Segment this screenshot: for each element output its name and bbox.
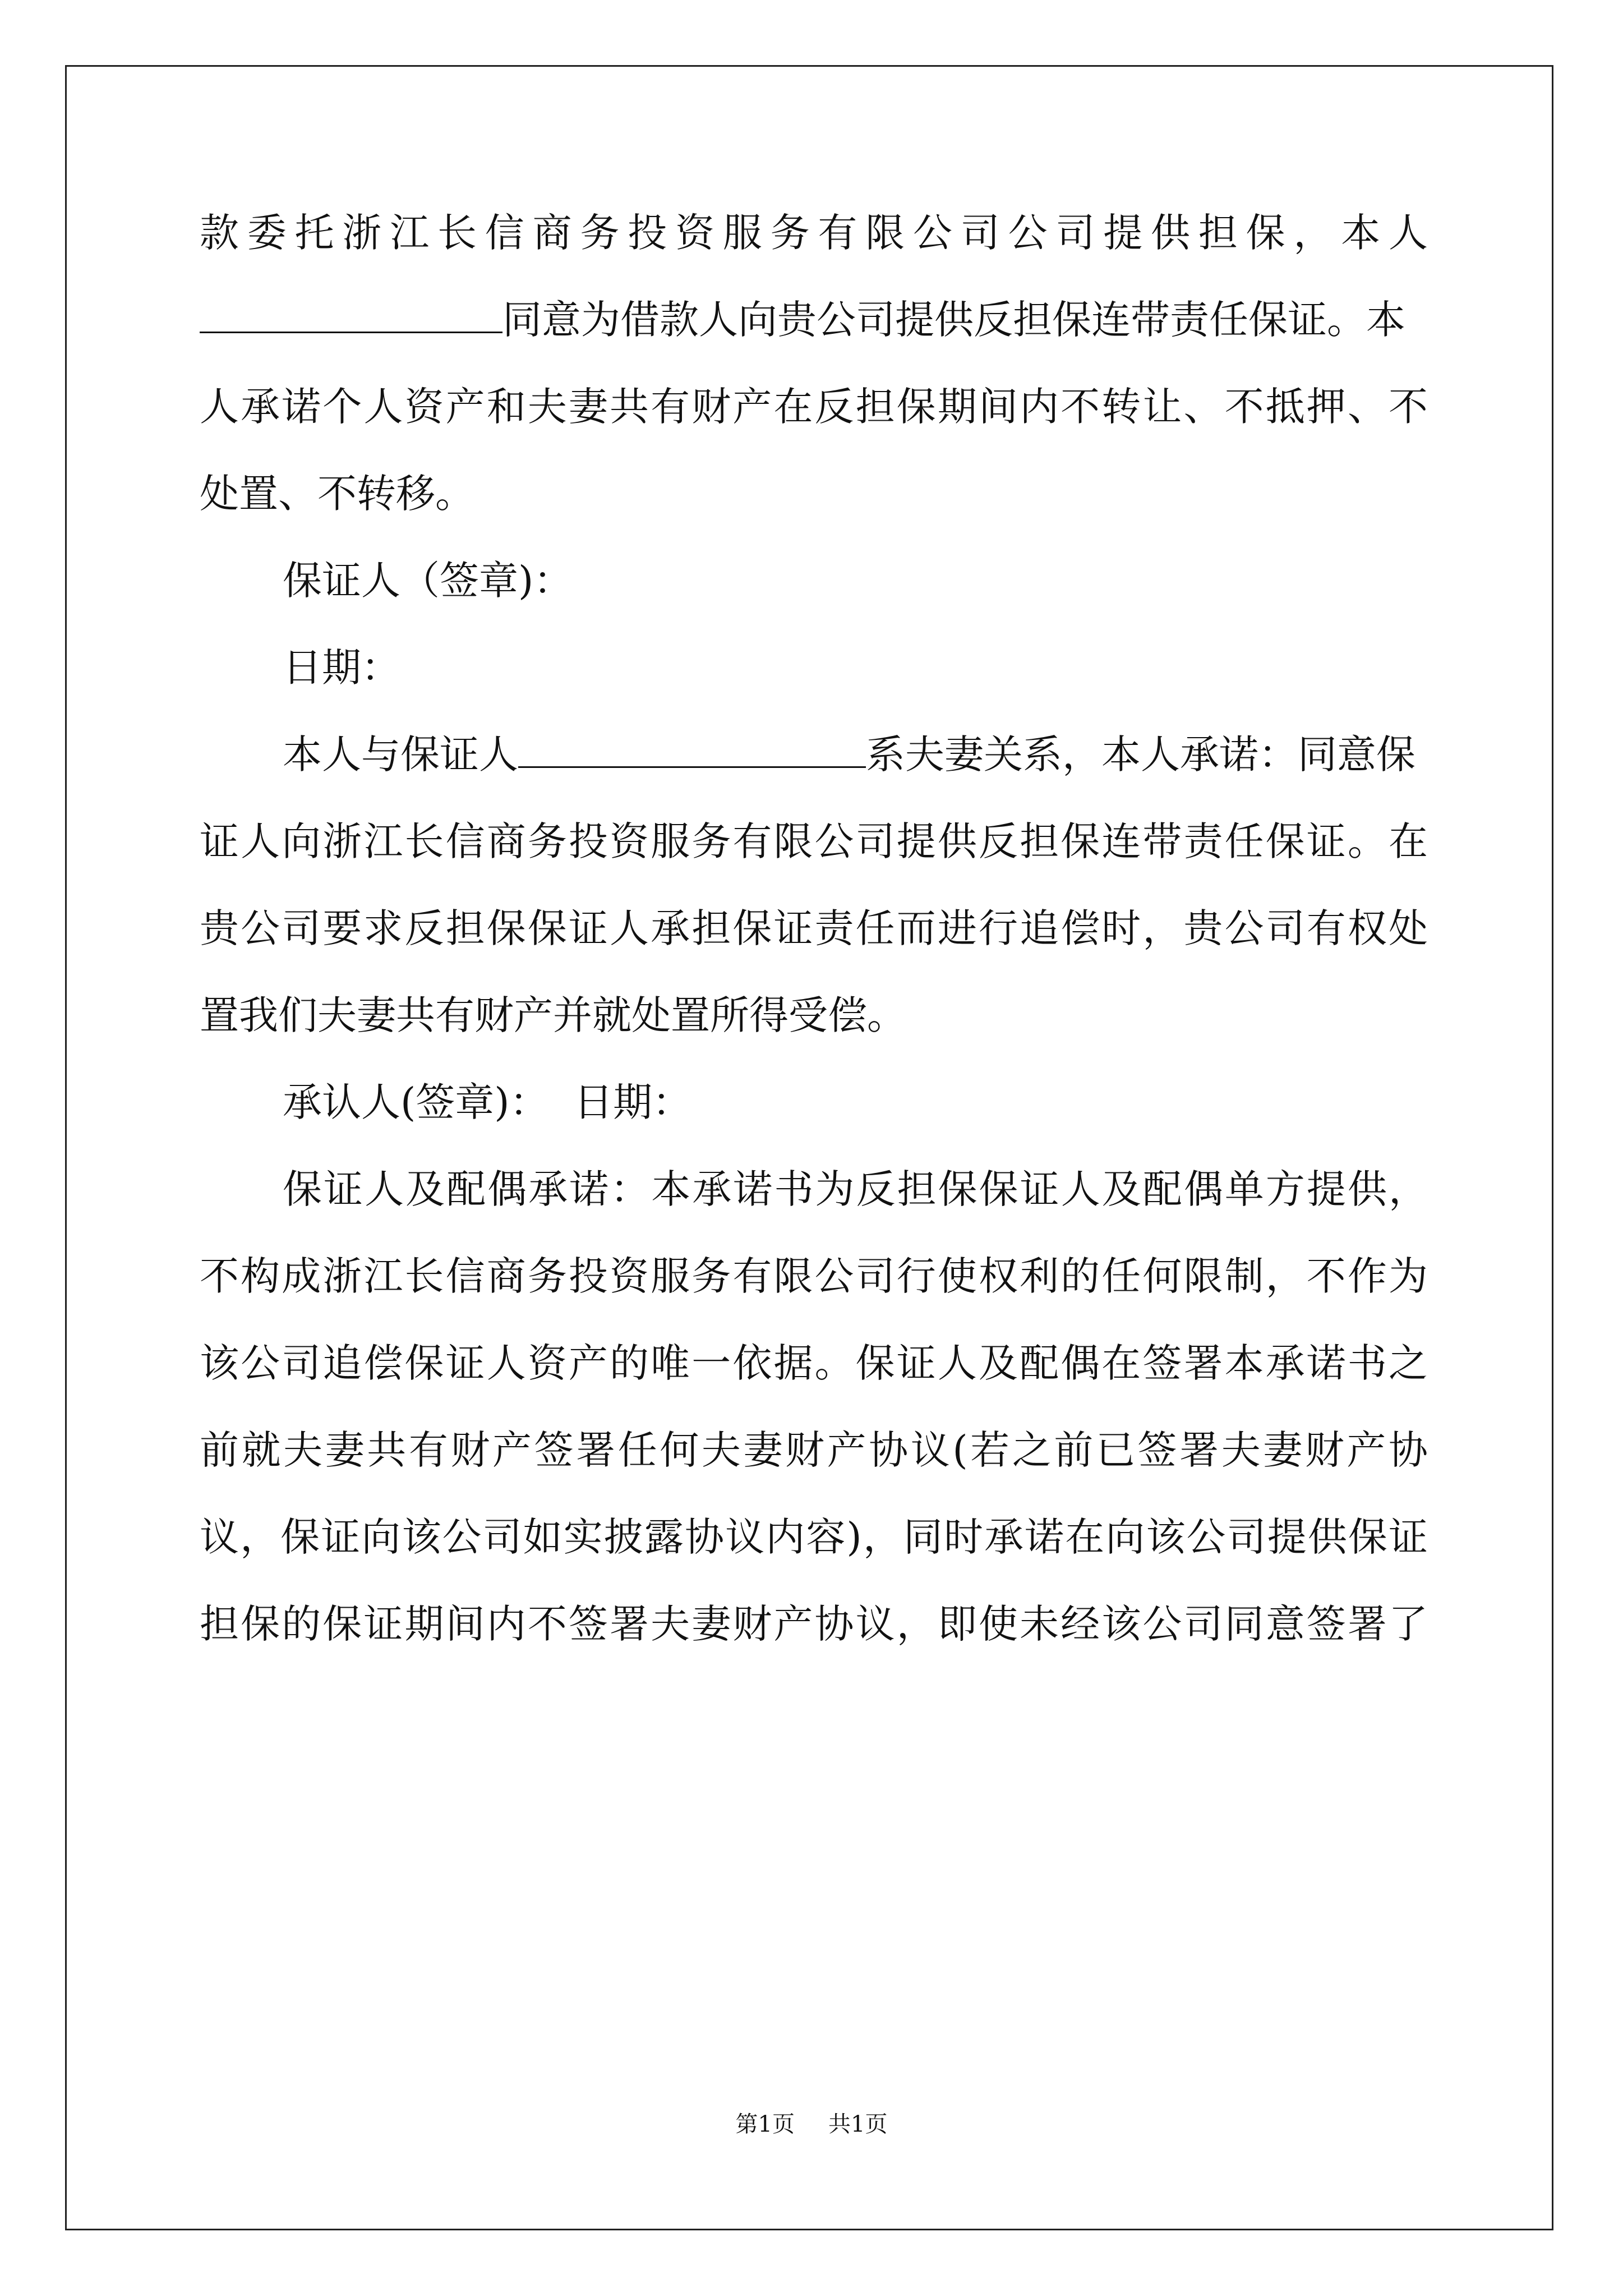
page-total: 共1页 <box>828 2111 888 2137</box>
text-line: 该公司追偿保证人资产的唯一依据。保证人及配偶在签署本承诺书之 <box>200 1340 1428 1386</box>
date-label: 日期： <box>283 645 400 691</box>
guarantor-name-blank <box>518 725 866 768</box>
text-line: 不构成浙江长信商务投资服务有限公司行使权利的任何限制，不作为 <box>200 1253 1428 1299</box>
text-line: 款委托浙江长信商务投资服务有限公司公司提供担保，本人 <box>200 210 1428 256</box>
text-line: 证人向浙江长信商务投资服务有限公司提供反担保连带责任保证。在 <box>200 818 1428 864</box>
text-line: 贵公司要求反担保保证人承担保证责任而进行追偿时，贵公司有权处 <box>200 905 1428 951</box>
text-line: 处置、不转移。 <box>200 471 474 517</box>
text-line: 议，保证向该公司如实披露协议内容)，同时承诺在向该公司提供保证 <box>200 1514 1428 1560</box>
signature-blank <box>200 290 502 333</box>
guarantor-signature-label: 保证人（签章)： <box>283 558 573 604</box>
text-line: 本人与保证人 系夫妻关系，本人承诺：同意保 <box>283 724 1415 785</box>
text-line: 保证人及配偶承诺：本承诺书为反担保保证人及配偶单方提供， <box>283 1166 1428 1212</box>
text-line: 人承诺个人资产和夫妻共有财产在反担保期间内不转让、不抵押、不 <box>200 384 1428 430</box>
acknowledger-signature-label: 承认人(签章)： 日期： <box>283 1079 692 1125</box>
page-footer <box>0 2106 1623 2138</box>
text-line: 同意为借款人向贵公司提供反担保连带责任保证。本 <box>200 289 1405 351</box>
text-line: 置我们夫妻共有财产并就处置所得受偿。 <box>200 992 906 1038</box>
text-line: 前就夫妻共有财产签署任何夫妻财产协议(若之前已签署夫妻财产协 <box>200 1427 1428 1473</box>
page-number: 第1页 <box>735 2111 795 2137</box>
text-line: 担保的保证期间内不签署夫妻财产协议，即使未经该公司同意签署了 <box>200 1601 1428 1647</box>
